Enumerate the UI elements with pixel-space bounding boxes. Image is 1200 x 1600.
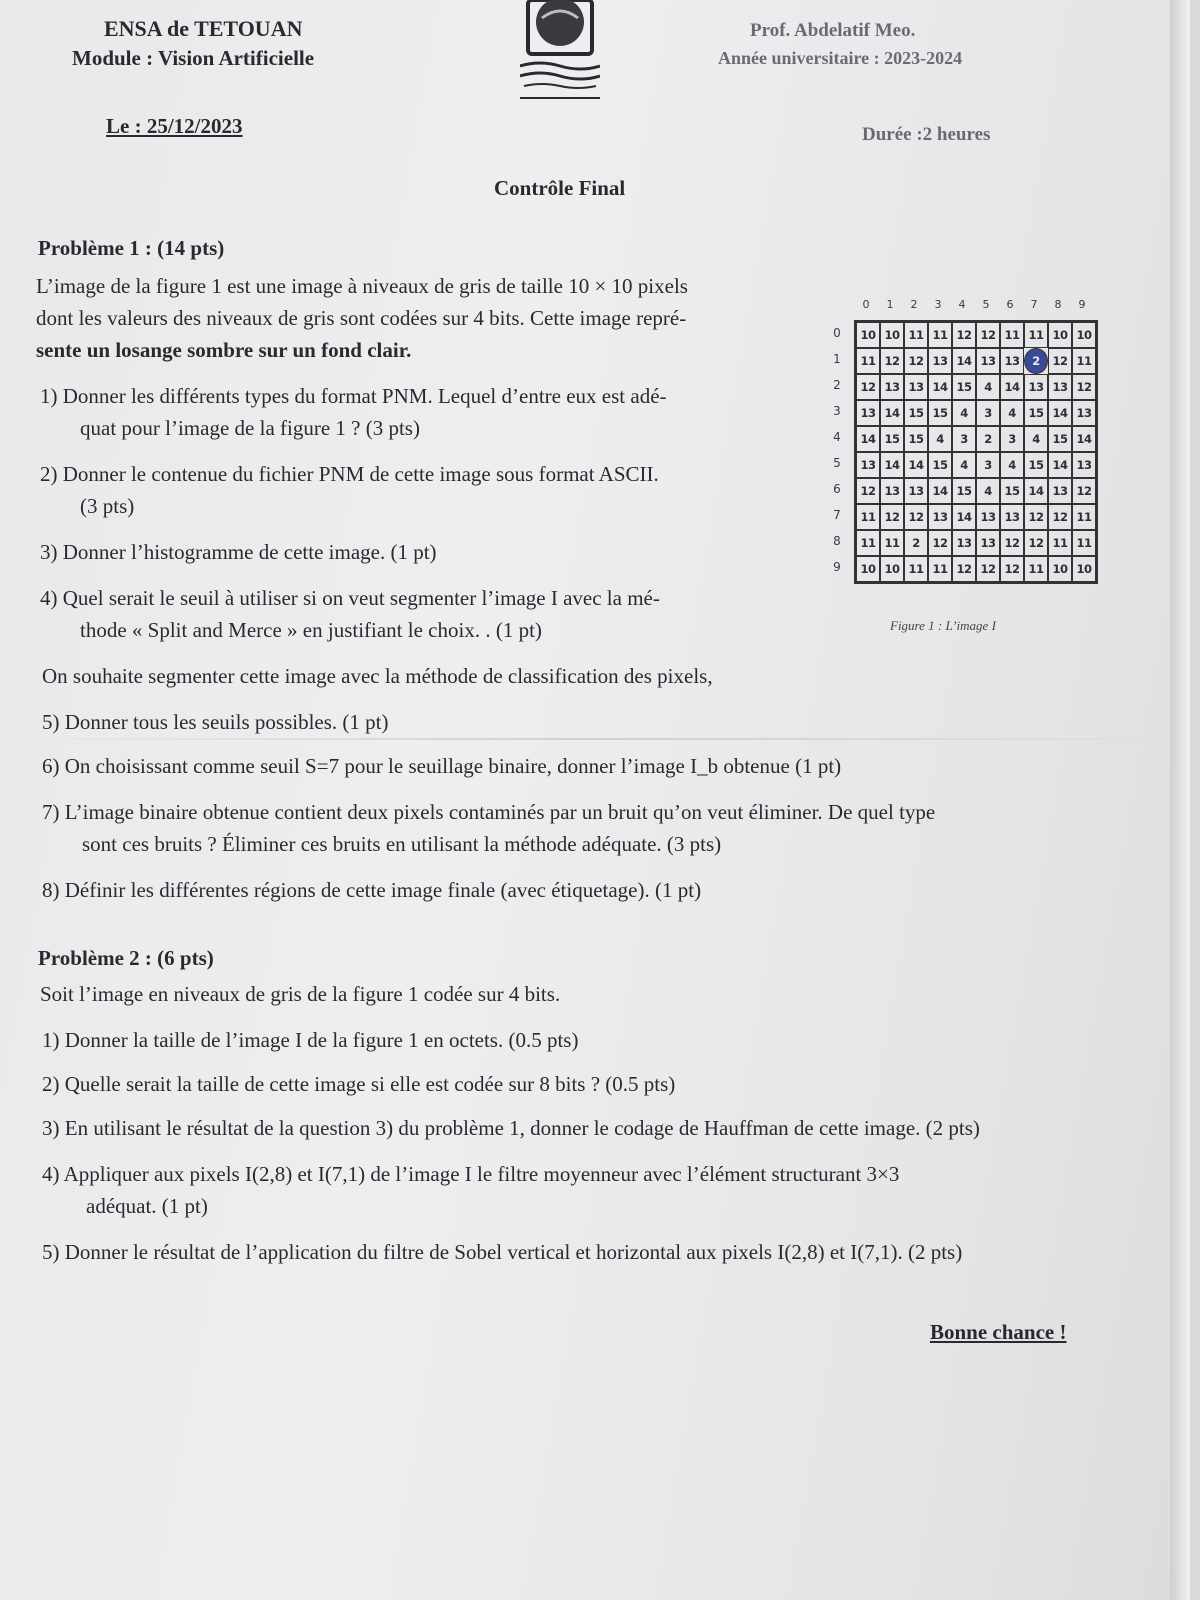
pixel-cell: 10 bbox=[856, 556, 880, 582]
pixel-cell: 10 bbox=[1072, 556, 1096, 582]
pixel-cell: 12 bbox=[1072, 374, 1096, 400]
problem1-intro-line: dont les valeurs des niveaux de gris sont codées sur 4 bits. Cette image repré- bbox=[36, 306, 687, 330]
pixel-cell: 12 bbox=[880, 348, 904, 374]
pixel-cell: 12 bbox=[976, 322, 1000, 348]
column-index: 4 bbox=[958, 298, 966, 311]
row-index: 8 bbox=[833, 534, 841, 548]
pixel-cell: 13 bbox=[1024, 374, 1048, 400]
pixel-cell: 13 bbox=[1072, 452, 1096, 478]
pixel-cell: 3 bbox=[976, 452, 1000, 478]
pixel-cell: 14 bbox=[928, 478, 952, 504]
pixel-cell: 10 bbox=[880, 556, 904, 582]
pixel-cell: 10 bbox=[856, 322, 880, 348]
pixel-cell: 14 bbox=[928, 374, 952, 400]
pixel-cell: 2 bbox=[904, 530, 928, 556]
pixel-cell: 4 bbox=[928, 426, 952, 452]
column-index: 1 bbox=[886, 298, 894, 311]
pixel-cell: 12 bbox=[856, 478, 880, 504]
pixel-cell: 12 bbox=[928, 530, 952, 556]
pixel-cell: 10 bbox=[880, 322, 904, 348]
segmentation-intro: On souhaite segmenter cette image avec la méthode de classification des pixels, bbox=[42, 664, 713, 688]
pixel-cell: 11 bbox=[1000, 322, 1024, 348]
pixel-cell: 15 bbox=[1024, 452, 1048, 478]
pixel-cell: 12 bbox=[952, 556, 976, 582]
pixel-cell: 11 bbox=[928, 322, 952, 348]
paper-crease bbox=[0, 738, 1190, 740]
p1-question-2: 2) Donner le contenue du fichier PNM de cette image sous format ASCII. bbox=[40, 462, 659, 486]
pixel-cell: 15 bbox=[952, 478, 976, 504]
pixel-cell: 12 bbox=[880, 504, 904, 530]
pixel-cell: 4 bbox=[1000, 452, 1024, 478]
pixel-cell: 13 bbox=[856, 452, 880, 478]
pixel-cell: 13 bbox=[880, 478, 904, 504]
pixel-grid bbox=[854, 320, 1098, 584]
p1-question-7-cont: sont ces bruits ? Éliminer ces bruits en utilisant la méthode adéquate. (3 pts) bbox=[82, 832, 722, 856]
pixel-cell: 4 bbox=[952, 452, 976, 478]
pixel-cell: 13 bbox=[1000, 348, 1024, 374]
p2-question-1: 1) Donner la taille de l’image I de la figure 1 en octets. (0.5 pts) bbox=[42, 1028, 579, 1052]
pixel-cell: 4 bbox=[1000, 400, 1024, 426]
pixel-cell: 14 bbox=[952, 348, 976, 374]
pixel-cell: 12 bbox=[904, 504, 928, 530]
pixel-cell: 14 bbox=[952, 504, 976, 530]
module-name: Module : Vision Artificielle bbox=[72, 46, 315, 70]
pixel-cell: 13 bbox=[928, 348, 952, 374]
pixel-cell: 11 bbox=[928, 556, 952, 582]
pixel-cell: 11 bbox=[1072, 504, 1096, 530]
pixel-cell: 13 bbox=[904, 478, 928, 504]
pixel-cell: 15 bbox=[904, 426, 928, 452]
pixel-cell: 13 bbox=[1048, 478, 1072, 504]
pixel-cell: 13 bbox=[976, 530, 1000, 556]
academic-year: Année universitaire : 2023-2024 bbox=[718, 48, 963, 68]
pixel-cell: 12 bbox=[952, 322, 976, 348]
pixel-cell: 11 bbox=[904, 322, 928, 348]
column-index: 8 bbox=[1054, 298, 1062, 311]
column-index: 7 bbox=[1030, 298, 1038, 311]
pixel-cell: 14 bbox=[1048, 452, 1072, 478]
professor-name: Prof. Abdelatif Meo. bbox=[750, 20, 916, 41]
pixel-cell: 4 bbox=[1024, 426, 1048, 452]
pixel-cell: 13 bbox=[904, 374, 928, 400]
pixel-cell: 15 bbox=[904, 400, 928, 426]
pixel-cell: 11 bbox=[856, 348, 880, 374]
problem2-intro: Soit l’image en niveaux de gris de la figure 1 codée sur 4 bits. bbox=[40, 982, 561, 1006]
pixel-cell: 12 bbox=[1048, 504, 1072, 530]
pixel-cell: 4 bbox=[952, 400, 976, 426]
pixel-cell: 3 bbox=[1000, 426, 1024, 452]
p1-question-2-cont: (3 pts) bbox=[80, 494, 135, 518]
column-index-labels bbox=[854, 298, 1094, 314]
pixel-cell: 14 bbox=[1048, 400, 1072, 426]
pixel-cell: 11 bbox=[1024, 322, 1048, 348]
row-index: 2 bbox=[833, 378, 841, 392]
pixel-cell: 4 bbox=[976, 478, 1000, 504]
closing-text: Bonne chance ! bbox=[930, 1320, 1067, 1344]
pixel-cell: 12 bbox=[904, 348, 928, 374]
pixel-cell: 12 bbox=[1024, 504, 1048, 530]
pixel-cell: 12 bbox=[1072, 478, 1096, 504]
pixel-cell: 14 bbox=[880, 400, 904, 426]
column-index: 5 bbox=[982, 298, 990, 311]
pixel-cell: 14 bbox=[1072, 426, 1096, 452]
pixel-cell: 13 bbox=[1072, 400, 1096, 426]
pixel-cell: 12 bbox=[1048, 348, 1072, 374]
pixel-cell: 11 bbox=[856, 504, 880, 530]
p2-question-5: 5) Donner le résultat de l’application du filtre de Sobel vertical et horizontal aux pixels I(2,8) et I(7,1). (2 pts) bbox=[42, 1240, 963, 1264]
p2-question-2: 2) Quelle serait la taille de cette image si elle est codée sur 8 bits ? (0.5 pts) bbox=[42, 1072, 676, 1096]
exam-duration: Durée :2 heures bbox=[862, 124, 991, 145]
pixel-cell: 12 bbox=[976, 556, 1000, 582]
exam-date: Le : 25/12/2023 bbox=[106, 114, 243, 138]
pixel-cell: 13 bbox=[1048, 374, 1072, 400]
row-index: 5 bbox=[833, 456, 841, 470]
school-logo bbox=[520, 0, 600, 102]
problem1-intro-line: L’image de la figure 1 est une image à niveaux de gris de taille 10 × 10 pixels bbox=[36, 274, 688, 298]
pixel-cell: 11 bbox=[856, 530, 880, 556]
column-index: 2 bbox=[910, 298, 918, 311]
p1-question-1-cont: quat pour l’image de la figure 1 ? (3 pts) bbox=[80, 416, 420, 440]
pixel-cell: 3 bbox=[952, 426, 976, 452]
problem1-intro-line: sente un losange sombre sur un fond clair. bbox=[36, 338, 412, 362]
pixel-cell: 10 bbox=[1048, 556, 1072, 582]
pixel-cell: 11 bbox=[904, 556, 928, 582]
p1-question-4-cont: thode « Split and Merce » en justifiant le choix. . (1 pt) bbox=[80, 618, 542, 642]
pixel-cell: 12 bbox=[1000, 556, 1024, 582]
pixel-cell: 15 bbox=[928, 400, 952, 426]
pixel-cell: 11 bbox=[880, 530, 904, 556]
pixel-cell: 3 bbox=[976, 400, 1000, 426]
pixel-cell: 11 bbox=[1048, 530, 1072, 556]
row-index: 3 bbox=[833, 404, 841, 418]
pixel-cell: 14 bbox=[904, 452, 928, 478]
p2-question-4-cont: adéquat. (1 pt) bbox=[86, 1194, 208, 1218]
pixel-cell: 14 bbox=[1024, 478, 1048, 504]
pixel-cell: 10 bbox=[1072, 322, 1096, 348]
pixel-cell: 10 bbox=[1048, 322, 1072, 348]
problem2-title: Problème 2 : (6 pts) bbox=[38, 946, 214, 970]
pixel-cell: 15 bbox=[1000, 478, 1024, 504]
column-index: 9 bbox=[1078, 298, 1086, 311]
pixel-cell: 15 bbox=[880, 426, 904, 452]
row-index: 0 bbox=[833, 326, 841, 340]
p1-question-6: 6) On choisissant comme seuil S=7 pour le seuillage binaire, donner l’image I_b obtenue (1 pt) bbox=[42, 754, 842, 778]
pixel-cell: 12 bbox=[1000, 530, 1024, 556]
pixel-cell: 14 bbox=[856, 426, 880, 452]
problem1-title: Problème 1 : (14 pts) bbox=[38, 236, 225, 260]
p2-question-3: 3) En utilisant le résultat de la question 3) du problème 1, donner le codage de Hauffman de cette image. (2 pts) bbox=[42, 1116, 980, 1140]
row-index: 9 bbox=[833, 560, 841, 574]
p2-question-4: 4) Appliquer aux pixels I(2,8) et I(7,1) de l’image I le filtre moyenneur avec l’élément structurant 3×3 bbox=[42, 1162, 900, 1186]
row-index: 7 bbox=[833, 508, 841, 522]
p1-question-8: 8) Définir les différentes régions de cette image finale (avec étiquetage). (1 pt) bbox=[42, 878, 702, 902]
pixel-cell: 13 bbox=[856, 400, 880, 426]
p1-question-4: 4) Quel serait le seuil à utiliser si on veut segmenter l’image I avec la mé- bbox=[40, 586, 660, 610]
school-name: ENSA de TETOUAN bbox=[104, 16, 303, 41]
pixel-cell: 14 bbox=[880, 452, 904, 478]
pixel-cell: 12 bbox=[1024, 530, 1048, 556]
p1-question-3: 3) Donner l’histogramme de cette image. (1 pt) bbox=[40, 540, 437, 564]
pixel-cell: 2 bbox=[1024, 348, 1048, 374]
pixel-cell: 15 bbox=[1048, 426, 1072, 452]
pixel-cell: 13 bbox=[1000, 504, 1024, 530]
figure-caption: Figure 1 : L’image I bbox=[890, 618, 996, 633]
p1-question-5: 5) Donner tous les seuils possibles. (1 pt) bbox=[42, 710, 389, 734]
row-index: 1 bbox=[833, 352, 841, 366]
pixel-cell: 13 bbox=[928, 504, 952, 530]
paper-edge bbox=[1170, 0, 1190, 1600]
exam-title: Contrôle Final bbox=[494, 176, 626, 200]
row-index: 6 bbox=[833, 482, 841, 496]
column-index: 0 bbox=[862, 298, 870, 311]
pixel-cell: 2 bbox=[976, 426, 1000, 452]
pixel-cell: 11 bbox=[1072, 348, 1096, 374]
pixel-cell: 14 bbox=[1000, 374, 1024, 400]
pixel-cell: 15 bbox=[1024, 400, 1048, 426]
p1-question-1: 1) Donner les différents types du format PNM. Lequel d’entre eux est adé- bbox=[40, 384, 667, 408]
row-index: 4 bbox=[833, 430, 841, 444]
pixel-cell: 15 bbox=[952, 374, 976, 400]
pixel-cell: 4 bbox=[976, 374, 1000, 400]
pixel-cell: 12 bbox=[856, 374, 880, 400]
pixel-cell: 11 bbox=[1024, 556, 1048, 582]
pixel-cell: 13 bbox=[976, 504, 1000, 530]
column-index: 6 bbox=[1006, 298, 1014, 311]
pixel-cell: 15 bbox=[928, 452, 952, 478]
pixel-cell: 13 bbox=[952, 530, 976, 556]
pixel-cell: 13 bbox=[976, 348, 1000, 374]
pixel-cell: 11 bbox=[1072, 530, 1096, 556]
column-index: 3 bbox=[934, 298, 942, 311]
p1-question-7: 7) L’image binaire obtenue contient deux pixels contaminés par un bruit qu’on veut éliminer. De quel type bbox=[42, 800, 936, 824]
pixel-cell: 13 bbox=[880, 374, 904, 400]
